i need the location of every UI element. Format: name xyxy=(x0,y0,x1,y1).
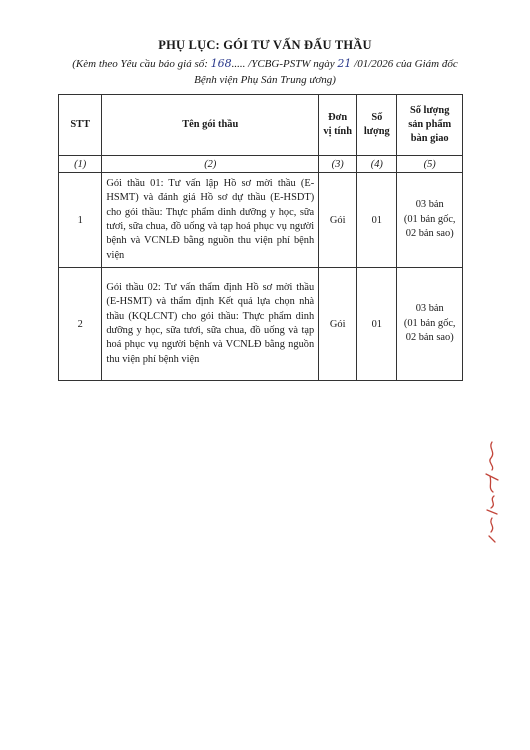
page-subtitle xyxy=(70,56,460,88)
table-row xyxy=(59,268,463,381)
product-count: 03 bản xyxy=(415,199,444,211)
row-name: Gói thầu 02: Tư vấn thẩm định Hồ sơ mời thầu (E-HSMT) và thẩm định Kết quả lựa chọn nhà thầu (KQLCNT) cho gói thầu: Thực phẩm dinh dưỡng y học, sữa tươi, sữa chua, đồ uống và tạp hoá phục vụ người bệnh và VCNLĐ bằng nguồn thu viện phí bệnh viện xyxy=(102,268,319,381)
subtitle-middle: ..... /YCBG-PSTW ngày xyxy=(231,58,338,70)
page-title: PHỤ LỤC: GÓI TƯ VẤN ĐẤU THẦU xyxy=(158,38,372,52)
subtitle-date-rest: /01/2026 của Giám đốc xyxy=(351,58,458,70)
row-name: Gói thầu 01: Tư vấn lập Hồ sơ mời thầu (E-HSMT) và đánh giá Hồ sơ dự thầu (E-HSDT) cho gói thầu: Thực phẩm dinh dưỡng y học, sữa tươi, sữa chua, đồ uống và tạp hoá phục vụ người bệnh và VCNLĐ bằng nguồn thu viện phí bệnh viện xyxy=(102,173,319,268)
product-detail: (01 bản gốc, 02 bản sao) xyxy=(403,317,456,344)
bidding-package-table xyxy=(58,94,463,381)
subtitle-prefix: (Kèm theo Yêu cầu báo giá số: xyxy=(72,58,211,70)
table-header-row xyxy=(59,95,463,156)
product-count: 03 bản xyxy=(415,303,444,315)
row-unit: Gói xyxy=(319,268,357,381)
row-qty: 01 xyxy=(357,268,397,381)
table-index-row xyxy=(59,156,463,173)
header-name: Tên gói thầu xyxy=(102,95,319,156)
product-detail: (01 bản gốc, 02 bản sao) xyxy=(403,213,456,240)
index-cell: (5) xyxy=(397,156,463,173)
subtitle-line2: Bệnh viện Phụ Sản Trung ương) xyxy=(194,74,336,86)
row-product xyxy=(397,268,463,381)
index-cell: (1) xyxy=(59,156,102,173)
row-qty: 01 xyxy=(357,173,397,268)
row-unit: Gói xyxy=(319,173,357,268)
index-cell: (2) xyxy=(102,156,319,173)
table-row xyxy=(59,173,463,268)
margin-initial-marks xyxy=(478,440,506,545)
handwritten-day: 21 xyxy=(337,57,352,70)
index-cell: (3) xyxy=(319,156,357,173)
header-stt: STT xyxy=(59,95,102,156)
header-qty: Số lượng xyxy=(357,95,397,156)
header-product: Số lượng sản phẩm bàn giao xyxy=(397,95,463,156)
index-cell: (4) xyxy=(357,156,397,173)
initial-signature-icon xyxy=(486,442,498,542)
header-unit: Đơn vị tính xyxy=(319,95,357,156)
row-product xyxy=(397,173,463,268)
handwritten-number: 168 xyxy=(210,57,232,70)
row-stt: 2 xyxy=(59,268,102,381)
row-stt: 1 xyxy=(59,173,102,268)
